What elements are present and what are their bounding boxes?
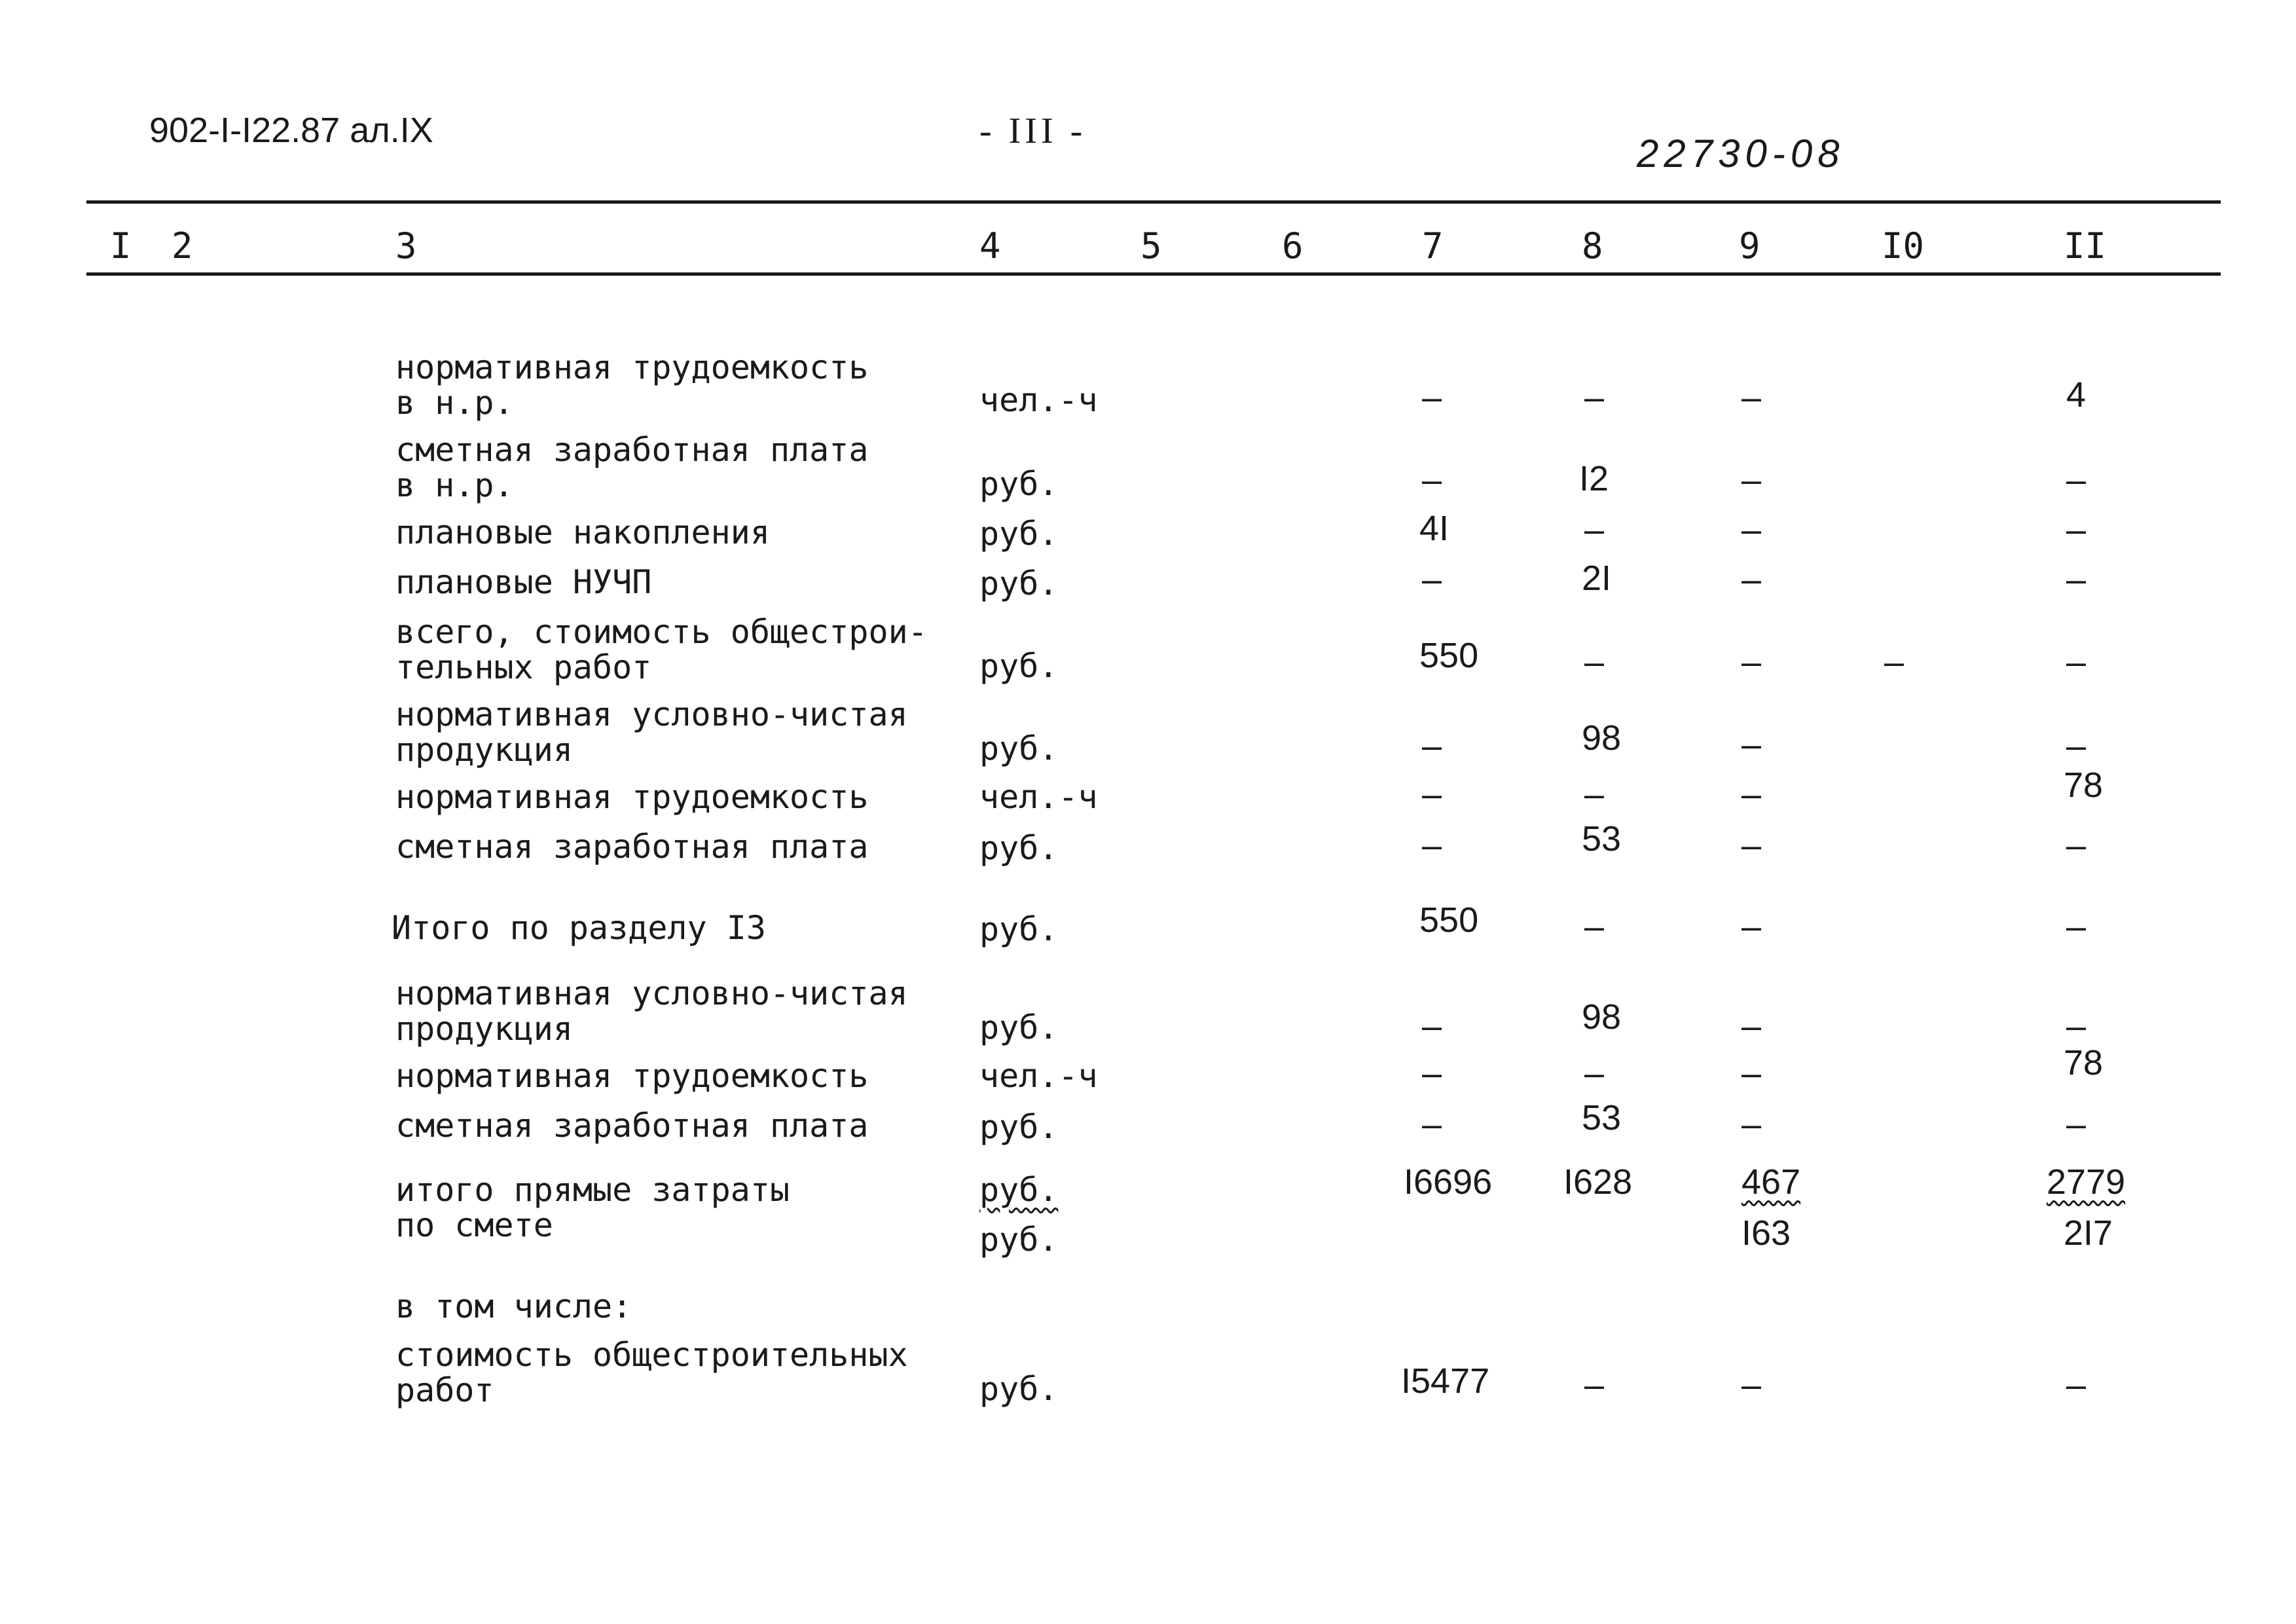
row-col8: I2: [1579, 459, 1609, 498]
row-col11: –: [2066, 1006, 2086, 1046]
row-unit: руб.: [979, 647, 1059, 685]
row-unit: чел.-ч: [979, 1057, 1098, 1095]
table-top-rule: [86, 200, 2221, 204]
row-description: сметная заработная плата: [395, 1107, 869, 1145]
row-col7: –: [1422, 1054, 1442, 1093]
row-col7: –: [1422, 826, 1442, 865]
row-col7: –: [1422, 378, 1442, 417]
row-unit-top: руб.: [979, 1171, 1059, 1209]
row-col7: I6696: [1404, 1162, 1493, 1202]
row-col8: 53: [1582, 1098, 1622, 1137]
row-col11: –: [2066, 1105, 2086, 1144]
column-number-10: I0: [1882, 225, 1925, 267]
row-description: сметная заработная плата: [395, 828, 869, 866]
row-col9: –: [1741, 1365, 1762, 1405]
row-col8: –: [1584, 642, 1605, 682]
column-number-9: 9: [1739, 225, 1760, 267]
row-col9: –: [1741, 510, 1762, 549]
row-description: итого прямые затраты по смете: [395, 1171, 790, 1244]
row-col11: –: [2066, 460, 2086, 500]
row-unit: руб.: [979, 515, 1059, 553]
row-col9: –: [1741, 460, 1762, 500]
row-col11: –: [2066, 726, 2086, 766]
row-col9: –: [1741, 725, 1762, 764]
row-description: нормативная условно-чистая продукция: [395, 695, 908, 769]
column-number-7: 7: [1422, 225, 1444, 267]
row-unit: руб.: [979, 1008, 1059, 1046]
row-unit: руб.: [979, 729, 1059, 767]
row-col8: –: [1584, 1054, 1605, 1093]
row-col8: –: [1584, 378, 1605, 417]
column-number-4: 4: [979, 225, 1001, 267]
row-col9: –: [1741, 826, 1762, 865]
row-col9: –: [1741, 1105, 1762, 1144]
row-col9: –: [1741, 907, 1762, 946]
column-number-6: 6: [1282, 225, 1303, 267]
column-number-2: 2: [172, 225, 193, 267]
row-unit: руб.: [979, 1370, 1059, 1408]
row-col9: –: [1741, 642, 1762, 682]
row-col7: I5477: [1401, 1361, 1490, 1401]
column-number-5: 5: [1140, 225, 1162, 267]
column-number-8: 8: [1582, 225, 1603, 267]
row-description: всего, стоимость общестрои- тельных работ: [395, 613, 928, 686]
row-col9-top: 467: [1741, 1162, 1801, 1202]
row-unit: руб.: [979, 910, 1059, 948]
row-col8: –: [1584, 907, 1605, 946]
row-col10: –: [1884, 642, 1904, 682]
column-number-1: I: [110, 225, 132, 267]
archive-number: 22730-08: [1637, 132, 1845, 175]
row-unit-bottom: руб.: [979, 1221, 1059, 1259]
row-col11-top: 2779: [2047, 1162, 2126, 1202]
row-col11: –: [2066, 907, 2086, 946]
row-description: плановые накопления: [395, 513, 770, 551]
row-col11: 78: [2064, 1043, 2104, 1082]
row-col9-bottom: I63: [1741, 1213, 1791, 1253]
row-col8: –: [1584, 775, 1605, 814]
page-number: - III -: [979, 111, 1087, 151]
row-col8: 2I: [1582, 559, 1612, 598]
row-col11: –: [2066, 642, 2086, 682]
row-unit: руб.: [979, 829, 1059, 867]
row-col9: –: [1741, 1006, 1762, 1046]
row-description: плановые НУЧП: [395, 563, 652, 601]
column-number-11: II: [2064, 225, 2107, 267]
row-col7: –: [1422, 560, 1442, 599]
row-unit: чел.-ч: [979, 381, 1098, 419]
row-col7: –: [1422, 726, 1442, 766]
row-unit: чел.-ч: [979, 778, 1098, 816]
row-col8: 98: [1582, 997, 1622, 1037]
row-col7: 4I: [1419, 509, 1449, 548]
row-unit: руб.: [979, 564, 1059, 602]
row-col7: –: [1422, 775, 1442, 814]
row-description: Итого по разделу I3: [392, 909, 766, 947]
row-unit: руб.: [979, 1108, 1059, 1146]
row-col11: –: [2066, 826, 2086, 865]
row-col11: –: [2066, 510, 2086, 549]
row-col8: 98: [1582, 718, 1622, 758]
row-col8: –: [1584, 1365, 1605, 1405]
row-unit: руб.: [979, 465, 1059, 503]
row-col11: –: [2066, 1365, 2086, 1405]
row-description: нормативная трудоемкость: [395, 1057, 869, 1095]
row-col11-bottom: 2I7: [2064, 1213, 2113, 1253]
row-col8: 53: [1582, 819, 1622, 858]
document-code: 902-I-I22.87 ал.IX: [149, 111, 433, 150]
row-description: нормативная трудоемкость: [395, 778, 869, 816]
row-description: стоимость общестроительных работ: [395, 1336, 908, 1409]
column-number-3: 3: [395, 225, 417, 267]
row-description: нормативная условно-чистая продукция: [395, 974, 908, 1048]
row-col8: –: [1584, 510, 1605, 549]
row-col9: –: [1741, 378, 1762, 417]
row-col11: 78: [2064, 766, 2104, 805]
table-header-rule: [86, 272, 2221, 276]
row-col7: –: [1422, 1105, 1442, 1144]
row-description: нормативная трудоемкость в н.р.: [395, 348, 869, 422]
row-col11: 4: [2066, 375, 2086, 415]
row-col7: –: [1422, 460, 1442, 500]
row-col9: –: [1741, 560, 1762, 599]
row-description: сметная заработная плата в н.р.: [395, 431, 869, 504]
row-col7: 550: [1419, 636, 1479, 675]
row-col9: –: [1741, 1054, 1762, 1093]
including-label: в том числе:: [395, 1287, 632, 1325]
row-col7: 550: [1419, 900, 1479, 940]
row-col7: –: [1422, 1006, 1442, 1046]
row-col8: I628: [1563, 1162, 1633, 1202]
row-col9: –: [1741, 775, 1762, 814]
row-col11: –: [2066, 560, 2086, 599]
